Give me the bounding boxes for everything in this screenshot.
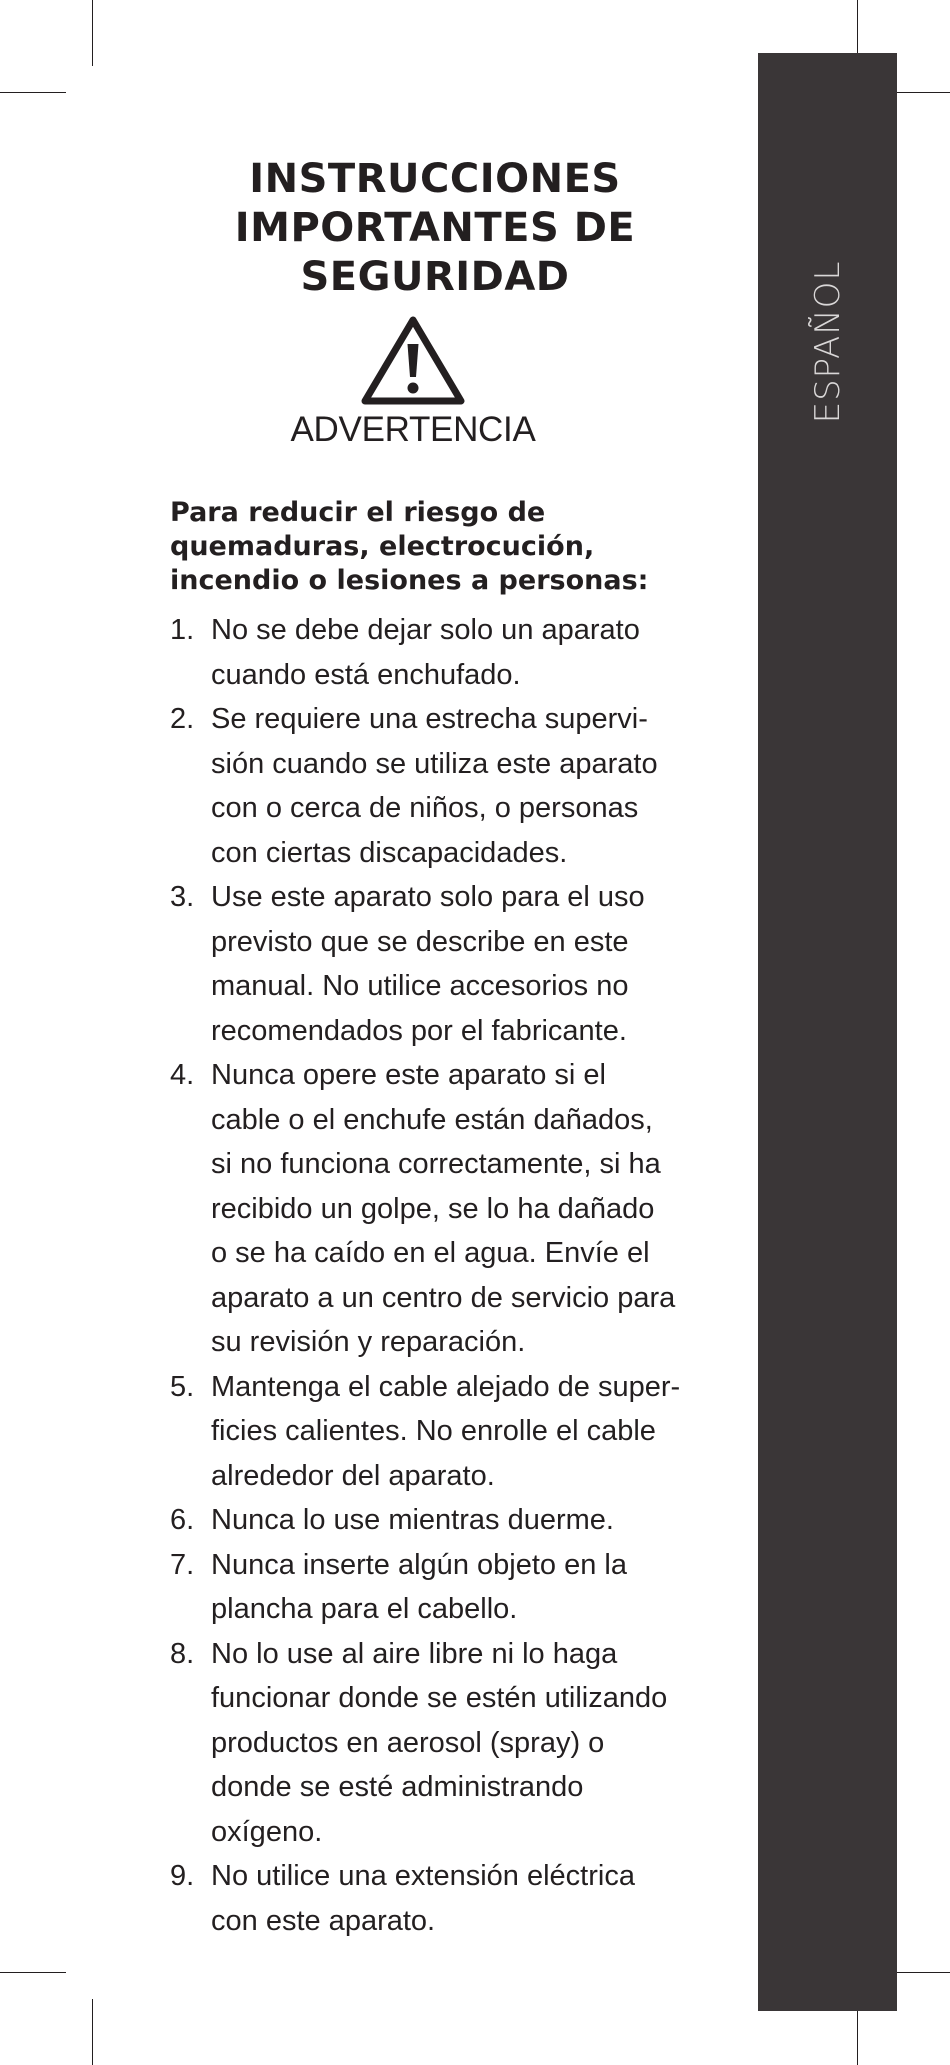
instruction-text-line: Use este aparato solo para el uso xyxy=(211,881,645,913)
instruction-list xyxy=(170,608,710,1943)
instruction-text-line: No lo use al aire libre ni lo haga xyxy=(211,1637,618,1670)
instruction-text-line: sión cuando se utiliza este aparato xyxy=(211,747,658,780)
instruction-item xyxy=(170,875,710,1053)
instruction-text-line: alrededor del aparato. xyxy=(211,1459,495,1492)
instruction-text-line: recibido un golpe, se lo ha dañado xyxy=(211,1192,655,1225)
instruction-text-line: recomendados por el fabricante. xyxy=(211,1014,627,1047)
warning-triangle-icon xyxy=(360,315,466,407)
instruction-text-line: si no funciona correctamente, si ha xyxy=(211,1148,661,1180)
instruction-text-line: oxígeno. xyxy=(211,1815,323,1848)
instruction-text-line: con o cerca de niños, o personas xyxy=(211,792,639,824)
instruction-item xyxy=(170,1632,710,1855)
instruction-text-line: Se requiere una estrecha supervi- xyxy=(211,703,648,735)
instruction-text-line: donde se esté administrando xyxy=(211,1771,584,1803)
instruction-item xyxy=(170,1498,710,1543)
instruction-number: 6. xyxy=(170,1504,195,1536)
instruction-text-line: aparato a un centro de servicio para xyxy=(211,1281,676,1314)
title-line: SEGURIDAD xyxy=(300,254,570,300)
instruction-text-line: plancha para el cabello. xyxy=(211,1593,518,1625)
instruction-text-line: funcionar donde se estén utilizando xyxy=(211,1682,668,1714)
instruction-text-line: No utilice una extensión eléctrica xyxy=(211,1860,635,1892)
instruction-item xyxy=(170,1365,710,1499)
instruction-number: 7. xyxy=(170,1548,195,1581)
instruction-text-line: Nunca lo use mientras duerme. xyxy=(211,1504,614,1536)
instruction-number: 5. xyxy=(170,1370,195,1403)
instruction-number: 3. xyxy=(170,881,195,913)
instruction-number: 4. xyxy=(170,1059,195,1091)
instruction-number: 9. xyxy=(170,1860,195,1892)
warning-label: ADVERTENCIA xyxy=(290,410,536,449)
instruction-item xyxy=(170,608,710,697)
instruction-text-line: con ciertas discapacidades. xyxy=(211,836,568,869)
instruction-text-line: Nunca inserte algún objeto en la xyxy=(211,1548,627,1581)
crop-mark-top-left-horizontal xyxy=(0,92,66,93)
crop-mark-bottom-left-vertical xyxy=(92,1999,93,2065)
title-line: IMPORTANTES DE xyxy=(234,205,636,251)
instruction-text-line: manual. No utilice accesorios no xyxy=(211,970,629,1002)
instruction-text-line: productos en aerosol (spray) o xyxy=(211,1726,605,1759)
instruction-text-line: No se debe dejar solo un aparato xyxy=(211,614,640,646)
instruction-number: 8. xyxy=(170,1637,195,1670)
instruction-text-line: cable o el enchufe están dañados, xyxy=(211,1103,653,1136)
language-label-container xyxy=(768,252,888,432)
page-title xyxy=(170,155,700,302)
instruction-item xyxy=(170,1053,710,1365)
instruction-text-line: con este aparato. xyxy=(211,1904,436,1937)
instruction-text-line: cuando está enchufado. xyxy=(211,658,521,691)
instruction-text-line: ficies calientes. No enrolle el cable xyxy=(211,1415,656,1447)
instruction-text-line: Mantenga el cable alejado de super- xyxy=(211,1370,681,1403)
instruction-text-line: previsto que se describe en este xyxy=(211,925,629,958)
instruction-text-line: o se ha caído en el agua. Envíe el xyxy=(211,1237,650,1269)
crop-mark-bottom-left-horizontal xyxy=(0,1972,66,1973)
crop-mark-top-left-vertical xyxy=(92,0,93,66)
instruction-text-line: Nunca opere este aparato si el xyxy=(211,1059,606,1091)
instruction-text-line: su revisión y reparación. xyxy=(211,1326,526,1358)
instruction-item xyxy=(170,697,710,875)
instruction-item xyxy=(170,1854,710,1943)
instruction-number: 2. xyxy=(170,703,195,735)
language-label: ESPAÑOL xyxy=(808,260,848,424)
instruction-item xyxy=(170,1543,710,1632)
instruction-number: 1. xyxy=(170,614,195,646)
title-line: INSTRUCCIONES xyxy=(249,156,621,202)
intro-text: Para reducir el riesgo de quemaduras, electrocución, incendio o lesiones a personas: xyxy=(170,497,649,596)
